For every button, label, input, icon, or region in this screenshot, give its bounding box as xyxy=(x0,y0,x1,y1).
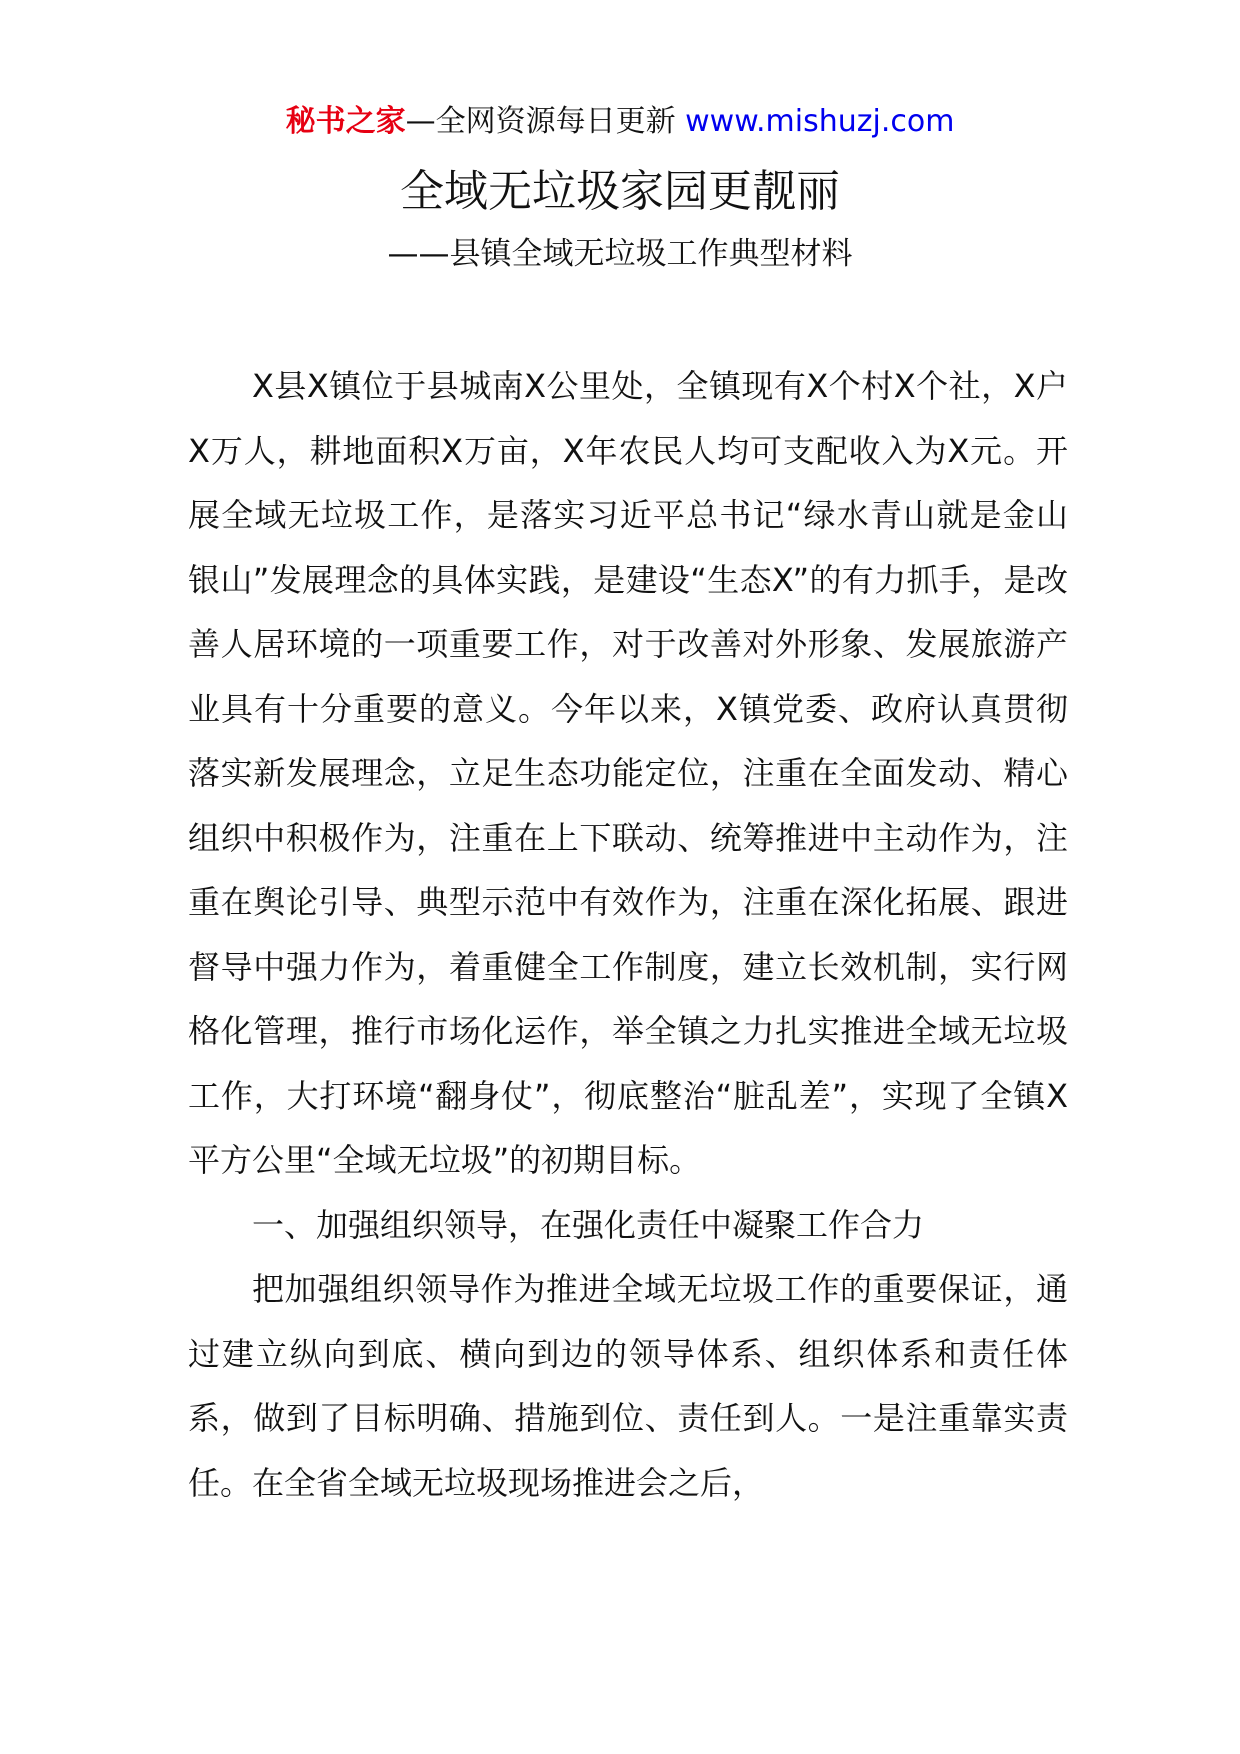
intro-paragraph: X县X镇位于县城南X公里处，全镇现有X个村X个社，X户X万人，耕地面积X万亩，X年农民人均可支配收入为X元。开展全域无垃圾工作，是落实习近平总书记“绿水青山就是金山银山”发展理念的具体实践，是建设“生态X”的有力抓手，是改善人居环境的一项重要工作，对于改善对外形象、发展旅游产业具有十分重要的意义。今年以来，X镇党委、政府认真贯彻落实新发展理念，立足生态功能定位，注重在全面发动、精心组织中积极作为，注重在上下联动、统筹推进中主动作为，注重在舆论引导、典型示范中有效作为，注重在深化拓展、跟进督导中强力作为，着重健全工作制度，建立长效机制，实行网格化管理，推行市场化运作，举全镇之力扎实推进全域无垃圾工作，大打环境“翻身仗”，彻底整治“脏乱差”，实现了全镇X平方公里“全域无垃圾”的初期目标。 xyxy=(188,367,1068,1179)
section-heading: 一、加强组织领导，在强化责任中凝聚工作合力 xyxy=(252,1205,925,1244)
site-url-link[interactable]: www.mishuzj.com xyxy=(685,104,955,139)
header-banner xyxy=(0,100,1240,144)
document-title: 全域无垃圾家园更靓丽 xyxy=(400,166,840,217)
document-subtitle: ——县镇全域无垃圾工作典型材料 xyxy=(387,236,853,272)
header-tagline: —全网资源每日更新 xyxy=(405,104,676,139)
brand-name: 秘书之家 xyxy=(285,104,406,139)
document-body xyxy=(188,354,1068,1515)
section-paragraph: 把加强组织领导作为推进全域无垃圾工作的重要保证，通过建立纵向到底、横向到边的领导体系、组织体系和责任体系，做到了目标明确、措施到位、责任到人。一是注重靠实责任。在全省全域无垃圾现场推进会之后， xyxy=(188,1270,1068,1502)
